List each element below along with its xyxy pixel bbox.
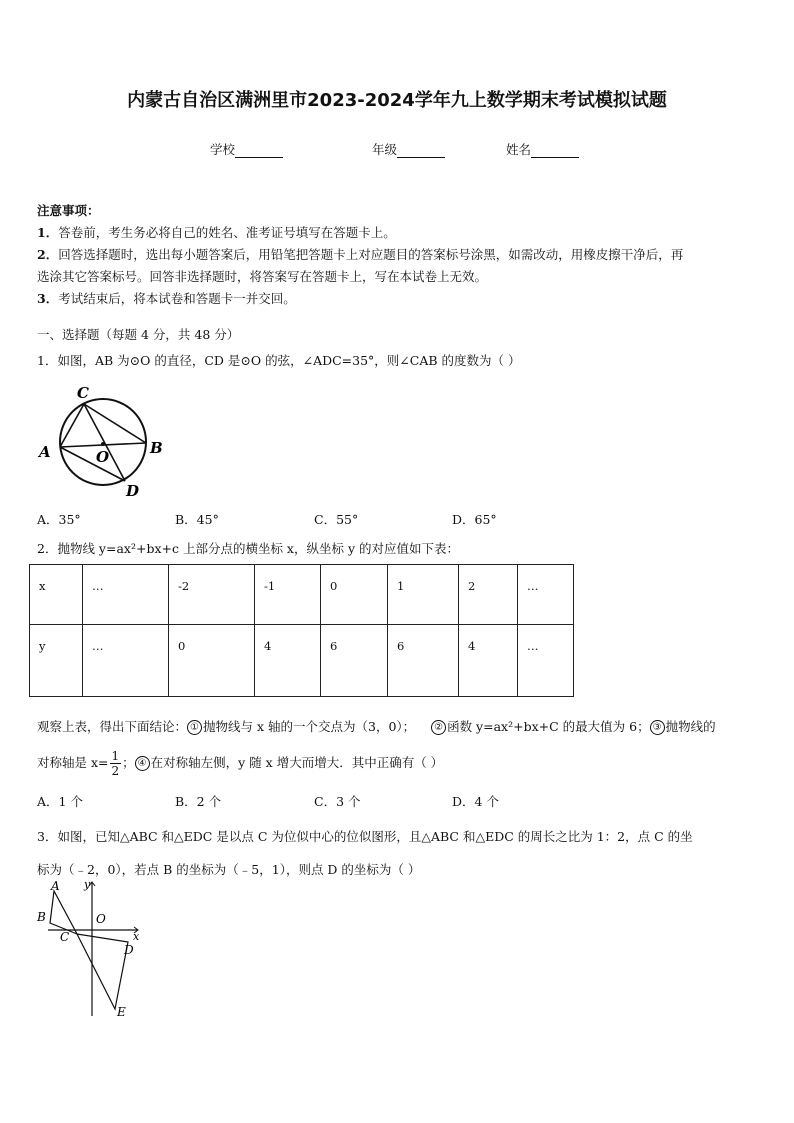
label-a: A bbox=[51, 879, 60, 893]
q2-option-c[interactable]: C．3 个 bbox=[314, 794, 361, 809]
label-x: x bbox=[133, 930, 140, 943]
q2-option-a[interactable]: A．1 个 bbox=[37, 794, 83, 809]
school-blank[interactable] bbox=[235, 143, 283, 158]
notice-item-1: 1．答卷前，考生务必将自己的姓名、准考证号填写在答题卡上。 bbox=[37, 225, 396, 240]
q2-stem: 2．抛物线 y=ax²+bx+c 上部分点的横坐标 x，纵坐标 y 的对应值如下表： bbox=[37, 541, 459, 556]
grade-field[interactable] bbox=[372, 140, 445, 158]
table-cell: 1 bbox=[388, 565, 459, 625]
circled-3: ③ bbox=[650, 720, 665, 735]
label-d: D bbox=[124, 943, 134, 957]
q1-option-b[interactable]: B．45° bbox=[175, 512, 219, 527]
table-cell: 0 bbox=[169, 625, 255, 697]
table-cell: 2 bbox=[459, 565, 518, 625]
table-cell: 4 bbox=[459, 625, 518, 697]
circled-2: ② bbox=[431, 720, 446, 735]
table-cell: 0 bbox=[321, 565, 388, 625]
notice-item-3: 3．考试结束后，将本试卷和答题卡一并交回。 bbox=[37, 291, 296, 306]
grade-blank[interactable] bbox=[397, 143, 445, 158]
label-e: E bbox=[117, 1005, 126, 1019]
circled-1: ① bbox=[187, 720, 202, 735]
fraction-one-half: $\frac{1}{2}$ bbox=[111, 749, 120, 778]
label-o: O bbox=[96, 448, 110, 466]
label-d: D bbox=[126, 482, 140, 500]
table-cell: 4 bbox=[255, 625, 321, 697]
notice-item-2-cont: 选涂其它答案标号。回答非选择题时，将答案写在答题卡上，写在本试卷上无效。 bbox=[37, 269, 488, 284]
label-o: O bbox=[96, 912, 106, 926]
table-cell: x bbox=[30, 565, 83, 625]
circled-4: ④ bbox=[135, 756, 150, 771]
q1-option-c[interactable]: C．55° bbox=[314, 512, 359, 527]
q1-stem: 1．如图，AB 为⊙O 的直径，CD 是⊙O 的弦，∠ADC=35°，则∠CAB 的度数为（ ） bbox=[37, 353, 521, 368]
label-c: C bbox=[60, 930, 70, 944]
name-label: 姓名 bbox=[506, 142, 532, 157]
q2-conclusions-line2: 对称轴是 x= $\frac{1}{2}$ ； ④ 在对称轴左侧，y 随 x 增大而增大．其中正确有（ ） bbox=[37, 749, 444, 778]
table-cell: 6 bbox=[321, 625, 388, 697]
table-cell: 6 bbox=[388, 625, 459, 697]
q1-circle-figure bbox=[35, 380, 170, 500]
name-field[interactable] bbox=[506, 140, 579, 158]
q1-option-d[interactable]: D．65° bbox=[452, 512, 497, 527]
table-cell: … bbox=[518, 625, 574, 697]
table-cell: y bbox=[30, 625, 83, 697]
chord-cb bbox=[84, 404, 146, 443]
q2-value-table bbox=[29, 564, 574, 697]
triangle-edc bbox=[77, 934, 128, 1009]
q3-stem-line2: 标为（﹣2，0），若点 B 的坐标为（﹣5，1），则点 D 的坐标为（ ） bbox=[37, 862, 421, 877]
label-b: B bbox=[150, 439, 163, 457]
table-cell: … bbox=[83, 565, 169, 625]
school-label: 学校 bbox=[210, 142, 236, 157]
table-row-x bbox=[30, 565, 574, 625]
q3-similarity-figure bbox=[33, 878, 148, 1023]
notice-item-2: 2．回答选择题时，选出每小题答案后，用铅笔把答题卡上对应题目的答案标号涂黑，如需改动，用橡皮擦干净后，再 bbox=[37, 247, 684, 262]
label-y: y bbox=[84, 878, 91, 891]
triangle-abc bbox=[50, 891, 77, 934]
q2-option-d[interactable]: D．4 个 bbox=[452, 794, 499, 809]
grade-label: 年级 bbox=[372, 142, 398, 157]
table-cell: -2 bbox=[169, 565, 255, 625]
label-a: A bbox=[39, 443, 51, 461]
q2-option-b[interactable]: B．2 个 bbox=[175, 794, 222, 809]
section-heading: 一、选择题（每题 4 分，共 48 分） bbox=[37, 327, 240, 342]
table-cell: … bbox=[83, 625, 169, 697]
q2-conclusions-line1: 观察上表，得出下面结论： ① 抛物线与 x 轴的一个交点为（3，0）； ② 函数 y=ax²+bx+C 的最大值为 6； ③ 抛物线的 bbox=[37, 719, 716, 734]
q3-stem-line1: 3．如图，已知△ABC 和△EDC 是以点 C 为位似中心的位似图形，且△ABC 和△EDC 的周长之比为 1：2，点 C 的坐 bbox=[37, 829, 693, 844]
q3-stem bbox=[37, 820, 759, 886]
notice bbox=[37, 200, 759, 310]
center-point bbox=[101, 442, 105, 446]
label-b: B bbox=[37, 910, 46, 924]
table-cell: -1 bbox=[255, 565, 321, 625]
name-blank[interactable] bbox=[531, 143, 579, 158]
label-c: C bbox=[77, 384, 89, 402]
table-row-y bbox=[30, 625, 574, 697]
q1-option-a[interactable]: A．35° bbox=[37, 512, 81, 527]
page-title: 内蒙古自治区满洲里市2023-2024学年九上数学期末考试模拟试题 bbox=[127, 90, 667, 111]
table-cell: … bbox=[518, 565, 574, 625]
school-field[interactable] bbox=[210, 140, 283, 158]
notice-heading: 注意事项： bbox=[37, 203, 100, 218]
